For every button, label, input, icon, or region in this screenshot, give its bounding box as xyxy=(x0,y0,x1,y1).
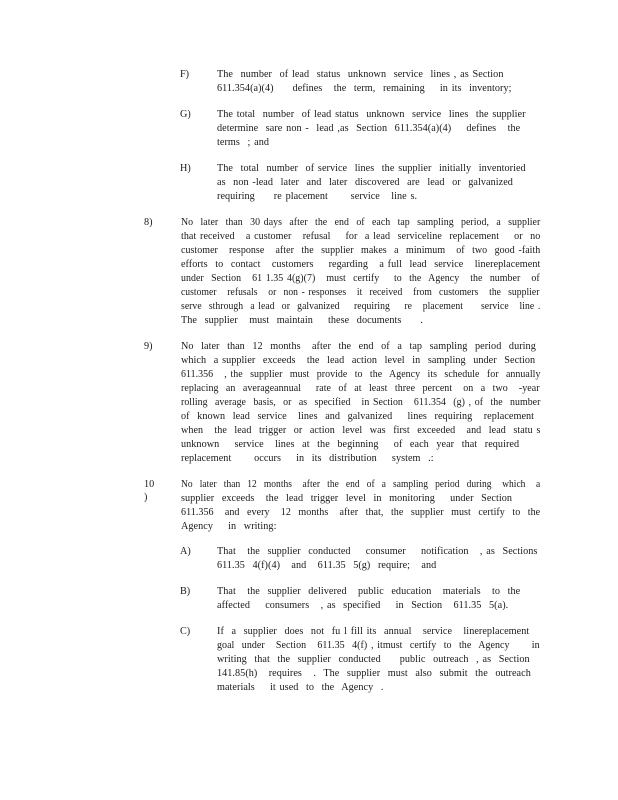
item-text-line: Agency in writing: xyxy=(181,521,277,532)
item-text-line: customer response after the supplier makes a minimum of two good -faith xyxy=(181,245,541,256)
item-text-line: under Section 61 1.35 4(g)(7) must certify to the Agency the number of xyxy=(181,273,540,284)
item-text-line: customer refusals or non - responses it received from customers the supplier xyxy=(181,287,540,298)
item-text-line: determine sare non - lead ,as Section 611.354(a)(4) defines the xyxy=(217,123,521,134)
item-text-line: rolling average basis, or as specified in Section 611.354 (g) , of the number xyxy=(181,397,541,408)
item-text-line: goal under Section 611.35 4(f) , itmust certify to the Agency in xyxy=(217,640,540,651)
item-text-line: efforts to contact customers regarding a full lead service linereplacement xyxy=(181,259,541,270)
item-text-line: affected consumers , as specified in Section 611.35 5(a). xyxy=(217,600,509,611)
item-text-line: The total number of lead status unknown service lines the supplier xyxy=(217,109,526,120)
item-text-line: as non -lead later and later discovered are lead or galvanized xyxy=(217,177,513,188)
item-text-line: No later than 12 months after the end of a tap sampling period during xyxy=(181,341,536,352)
item-text-line: writing that the supplier conducted public outreach , as Section xyxy=(217,654,530,665)
item-text-line: replacing an averageannual rate of at least three percent on a two -year xyxy=(181,383,540,394)
item-text-line: If a supplier does not fu l fill its annual service linereplacement xyxy=(217,626,530,637)
item-label: 10 ) xyxy=(144,479,155,503)
item-text-line: materials it used to the Agency . xyxy=(217,682,384,693)
item-text-line: serve sthrough a lead or galvanized requiring re placement service line . xyxy=(181,301,541,312)
item-text-line: No later than 12 months after the end of a sampling period during which a xyxy=(181,479,541,490)
item-label: C) xyxy=(180,626,191,637)
item-text-line: of known lead service lines and galvanized lines requiring replacement xyxy=(181,411,535,422)
item-text-line: 611.356 and every 12 months after that, the supplier must certify to the xyxy=(181,507,541,518)
item-text-line: supplier exceeds the lead trigger level in monitoring under Section xyxy=(181,493,513,504)
item-text-line: 611.356 , the supplier must provide to the Agency its schedule for annually xyxy=(181,369,541,380)
item-text-line: when the lead trigger or action level was first exceeded and lead statu s xyxy=(181,425,541,436)
item-text-line: 141.85(h) requires . The supplier must also submit the outreach xyxy=(217,668,531,679)
item-text-line: No later than 30 days after the end of each tap sampling period, a supplier xyxy=(181,217,541,228)
item-text-line: 611.35 4(f)(4) and 611.35 5(g) require; and xyxy=(217,560,437,571)
item-label: F) xyxy=(180,69,190,80)
item-text-line: The number of lead status unknown service lines , as Section xyxy=(217,69,504,80)
item-text-line: The total number of service lines the supplier initially inventoried xyxy=(217,163,526,174)
item-text-line: replacement occurs in its distribution system .: xyxy=(181,453,434,464)
item-text-line: That the supplier delivered public education materials to the xyxy=(217,586,521,597)
item-text-line: terms ; and xyxy=(217,137,270,148)
item-text-line: that received a customer refusal for a lead serviceline replacement or no xyxy=(181,231,541,242)
item-label: 9) xyxy=(144,341,153,352)
item-text-line: unknown service lines at the beginning of each year that required xyxy=(181,439,520,450)
item-label: G) xyxy=(180,109,191,120)
item-text-line: The supplier must maintain these documents . xyxy=(181,315,423,326)
item-label: A) xyxy=(180,546,191,557)
item-text-line: requiring re placement service line s. xyxy=(217,191,418,202)
item-label: 8) xyxy=(144,217,153,228)
item-label: H) xyxy=(180,163,191,174)
item-text-line: That the supplier conducted consumer notification , as Sections xyxy=(217,546,538,557)
item-text-line: 611.354(a)(4) defines the term, remaining in its inventory; xyxy=(217,83,512,94)
item-label: B) xyxy=(180,586,191,597)
item-text-line: which a supplier exceeds the lead action level in sampling under Section xyxy=(181,355,536,366)
